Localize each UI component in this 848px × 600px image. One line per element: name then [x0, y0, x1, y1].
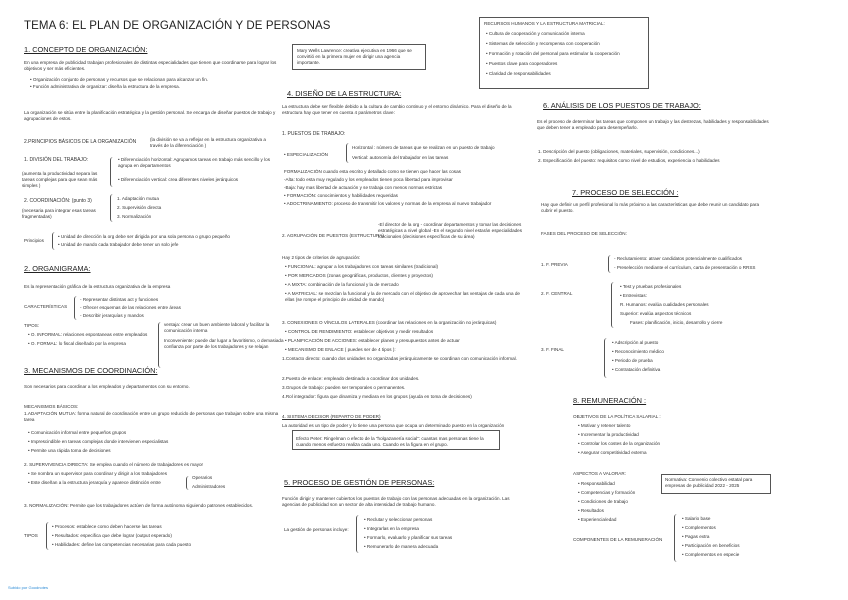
item-text: Resultados: especifica que debe lograr (output esperado)	[54, 533, 172, 538]
adaptacion-item: • Permite una rápida toma de decisiones	[28, 448, 111, 453]
aspecto-item: • Experiencia/edad	[578, 517, 617, 522]
section-1-note: La organización se sitúa entre la planificación estratégica y la gestión personal. Se encarga de diseñar puestos de trabajo y agrupaciones de estos.	[24, 110, 276, 122]
aspecto-item: • Condiciones de trabajo	[578, 499, 628, 504]
item-text: Claridad de responsabilidades	[488, 71, 551, 76]
item-text: Describir jerarquías y mandos	[82, 313, 144, 318]
componente-item: • Pagas extra	[682, 534, 710, 539]
item-text: O. FORMAL: lo fiscal diseñado por la empresa	[30, 341, 126, 346]
peter-text: Efecto Peter: Ringelman o efecto de la "holgazanería social": cuantas mas personas tiene la cuando menos esfuerzo realiza cada uno. Cuando es la figura en el grupo.	[296, 436, 484, 448]
coordination-label: 2. COORDINACIÓN: (punto 3)	[24, 198, 92, 204]
item-text: Se nombra un supervisor para coordinar y dirigir a los trabajadores	[30, 471, 167, 476]
diseno-intro: La estructura debe ser flexible debido a la cultura de cambio continuo y el entorno dinámico. Para el diseño de la estructura hay que tener en cuenta 4 parámetros clave:	[282, 104, 512, 116]
item-text: O. INFORMAL: relaciones espontaneas entre empleados	[30, 332, 148, 337]
adoctrinamiento-item: • ADOCTRINAMIENTO: proceso de transmitir los valores y normas de la empresa al nuevo trabajador	[284, 201, 492, 206]
formalizacion-item: -Alta: todo esta muy regulado y los empleados tienen poca libertad para improvisar	[284, 177, 453, 182]
item-text: Periodo de prueba	[614, 358, 653, 363]
item-text: Unidad de dirección la org debe ser dirigida por una sola persona o grupo pequeño	[60, 234, 230, 239]
item-text: FUNCIONAL: agrupar a los trabajadores con tareas similares (tradicional)	[287, 264, 439, 269]
item-text: Controlar los costes de la organización	[580, 441, 661, 446]
remuneracion-heading: 8. REMUNERACIÓN :	[573, 396, 647, 405]
item-text: Pagas extra	[684, 534, 710, 539]
especializacion-brace	[346, 143, 350, 163]
formalizacion-item: -Baja: hay mas libertad de actuación y se trabaja con menos normas estrictas	[284, 185, 443, 190]
fase-central-brace	[611, 282, 615, 328]
division-item: • Diferenciación vertical: crea diferentes niveles jerárquicos	[118, 177, 239, 182]
supervision-brace	[186, 476, 190, 490]
item-text: A MATRICIAL: se mezclan la funcional y la de mercado con el objetivo de aprovechar las ventajas de cada una de ellas (se rompe el principio de unidad de mando)	[285, 291, 520, 303]
conexiones-item: • CONTROL DE RENDIMIENTO: establecer objetivos y medir resultados	[285, 329, 434, 334]
item-text: Diferenciación horizontal: Agrupamos tareas en trabajo más sencillo y los agrupa en departamentos	[118, 157, 271, 169]
inconveniente-text: Inconveniente: puede dar lugar a favoritismo, o demasiada confianza por parte de los trabajadores y se relajan	[164, 338, 284, 350]
principles-title: 2.PRINCIPIOS BÁSICOS DE LA ORGANIZACIÓN	[24, 139, 137, 145]
analisis-heading: 6. ANÁLISIS DE LOS PUESTOS DE TRABAJO:	[543, 101, 701, 110]
fase-previa-brace	[608, 255, 612, 273]
rrhh-item: • Puestos clave para cooperadores	[486, 61, 558, 66]
fase-previa-item: - Reclutamiento: atraer candidatos potencialmente cualificados	[614, 256, 742, 261]
especializacion-label: • ESPECIALIZACIÓN	[284, 152, 328, 157]
componente-item: • Complementos	[682, 525, 716, 530]
aspecto-item: • Responsabilidad	[578, 481, 615, 486]
page-title: TEMA 6: EL PLAN DE ORGANIZACIÓN Y DE PERSONAS	[24, 20, 331, 32]
rrhh-item: • Claridad de responsabilidades	[486, 71, 551, 76]
gestion-item: • Formarlo, evaluarlo y planificar sus tareas	[364, 535, 453, 540]
item-text: Puestos clave para cooperadores	[488, 61, 558, 66]
rrhh-title: RECURSOS HUMANOS Y LA ESTRUCTURA MATRICIAL:	[484, 21, 605, 26]
normalizacion-title: 3. NORMALIZACIÓN: Permite que los trabajadores actúen de forma autónoma siguiendo patrones establecidos.	[24, 503, 254, 508]
bullet-text: Función administrativa de organizar: diseña la estructura de la empresa.	[32, 84, 180, 89]
item-text: Ofrecer esquemas de las relaciones entre áreas	[82, 305, 181, 310]
agrupacion-intro: Hay 2 tipos de criterios de agrupación:	[282, 255, 361, 260]
ventaja-text: ventaja: crear un buen ambiente laboral y facilitar la comunicación interna	[164, 322, 270, 334]
item-text: Resultados	[580, 508, 604, 513]
normalizacion-item: • Habilidades: define las competencias necesarias para cada puesto	[52, 542, 192, 547]
organigrama-heading: 2. ORGANIGRAMA:	[24, 264, 91, 273]
bullet-text: Organización conjunto de personas y recursos que se relacionan para alcanzar un fin.	[32, 77, 209, 82]
rrhh-item: • Cultura de cooperación y comunicación interna	[486, 31, 585, 36]
item-text: Complementos en especie	[684, 552, 740, 557]
item-text: Este diseñan a la estructura jerarquía y aparece distinción entre	[30, 480, 161, 485]
item-text: PLANIFICACIÓN DE ACCIONES: establecer planes y presupuestos antes de actuar	[287, 338, 460, 343]
gestion-item: • Remunerarlo de manera adecuada	[364, 544, 439, 549]
fase-central-label: 2. F. CENTRAL	[541, 291, 573, 296]
objetivo-item: • Incrementar la productividad	[578, 432, 639, 437]
item-text: CONTROL DE RENDIMIENTO: establecer objetivos y medir resultados	[287, 329, 434, 334]
componente-item: • Salario base	[682, 516, 711, 521]
caracteristica-item: - Ofrecer esquemas de las relaciones entre áreas	[80, 305, 181, 310]
agrupacion-item: • FUNCIONAL: agrupar a los trabajadores con tareas similares (tradicional)	[285, 264, 439, 269]
fase-previa-item: - Preselección mediante el currículum, carta de presentación o RRSS	[614, 265, 756, 270]
item-text: Comunicación informal entre pequeños grupos	[30, 430, 127, 435]
fase-final-brace	[604, 338, 608, 378]
gestion-brace	[356, 515, 361, 553]
item-text: Reclutar y seleccionar personas	[366, 517, 433, 522]
item-text: MECANISMO DE ENLACE ( puedes ser de 4 tipos ):	[287, 347, 396, 352]
adaptacion-item: • Imprescindible en tareas complejas donde intervienen especialistas	[28, 439, 169, 444]
componente-item: • Complementos en especie	[682, 552, 740, 557]
componentes-brace	[674, 514, 678, 562]
item-text: Adscripción al puesto	[614, 340, 659, 345]
aspecto-item: • Resultados	[578, 508, 604, 513]
gestion-item: • Reclutar y seleccionar personas	[364, 517, 433, 522]
item-text: Participación en beneficios	[684, 543, 740, 548]
division-label: 1. DIVISIÓN DEL TRABAJO:	[24, 157, 89, 163]
objetivo-item: • Asegurar competitividad externa	[578, 450, 647, 455]
fase-central-item: • Test y pruebas profesionales	[620, 284, 682, 289]
analisis-item: 2. Especificación del puesto: requisitos como nivel de estudios, experiencia o habilidades	[538, 158, 720, 163]
agrupacion-item: • POR MERCADOS (zonas geográficas, productos, clientes y proyectos)	[285, 273, 433, 278]
item-text: Condiciones de trabajo	[580, 499, 628, 504]
objetivos-title: OBJETIVOS DE LA POLÍTICA SALARIAL :	[573, 414, 661, 419]
componentes-title: COMPONENTES DE LA REMUNERACIÓN	[573, 537, 663, 542]
quote-text: Mary Wells Lawrence: creativa ejecutiva en 1966 que se convirtió en la primera mujer en dirigir una agencia importante.	[297, 48, 412, 66]
coordination-item: 3. Normalización	[117, 214, 152, 219]
item-text: Cultura de cooperación y comunicación interna	[488, 31, 585, 36]
section-1-heading: 1. CONCEPTO DE ORGANIZACIÓN:	[24, 45, 148, 54]
mecanismos-heading: 3. MECANISMOS DE COORDINACIÓN:	[24, 366, 158, 375]
principles-side-note: (la división se va a reflejar en la estructura organizativa a través de la diferenciación )	[150, 137, 266, 149]
section-1-bullet: • Función administrativa de organizar: diseña la estructura de la empresa.	[30, 84, 180, 89]
enlace-item: 3.Grupos de trabajo: pueden ser temporales o permanentes.	[282, 385, 406, 390]
normalizacion-item: • Procesos: establece como deben hacerse las tareas	[52, 524, 162, 529]
fase-central-item: Fases: planificación, inicio, desarrollo y cierre	[630, 320, 723, 325]
item-text: Unidad de mando cada trabajador debe tener un solo jefe	[60, 242, 179, 247]
item-text: Responsabilidad	[580, 481, 615, 486]
objetivo-item: • Controlar los costes de la organización	[578, 441, 661, 446]
tipos-label: TIPOS:	[24, 323, 40, 328]
componente-item: • Participación en beneficios	[682, 543, 740, 548]
fase-final-item: • Contratación definitiva	[612, 367, 661, 372]
normalizacion-item: • Resultados: especifica que debe lograr (output esperado)	[52, 533, 172, 538]
item-text: Asegurar competitividad externa	[580, 450, 647, 455]
analisis-item: 1. Descripción del puesto (obligaciones, materiales, supervisión, condiciones...)	[538, 149, 700, 154]
item-text: Motivar y retener talento	[580, 423, 631, 428]
enlace-item: 4.Rol integrador: figura que dinamiza y mediara en los grupos (ayuda en toma de decisiones)	[282, 394, 472, 399]
coordination-item: 2. Supervisión directa	[117, 205, 162, 210]
section-1-intro: En una empresa de publicidad trabajan profesionales de distintas especialidades que tienen que coordinarse para lograr los objetivos y ser más eficientes.	[24, 60, 277, 72]
item-text: Test y pruebas profesionales	[622, 284, 682, 289]
item-text: Competencias y formación	[580, 490, 636, 495]
division-brace	[110, 157, 115, 187]
formacion-item: • FORMACIÓN: conocimientos y habilidades requeridas	[284, 193, 398, 198]
mecanismos-list-title: MECANISMOS BÁSICOS:	[24, 404, 79, 409]
fases-title: FASES DEL PROCESO DE SELECCIÓN:	[541, 231, 627, 236]
mecanismos-intro: Son necesarios para coordinar a los empleados y departamentos con su entorno.	[24, 384, 190, 389]
normalizacion-label: TIPOS	[24, 533, 38, 538]
supervision-title: 2. SUPERVIVENCIA DIRECTA: Se emplea cuando el número de trabajadores es mayor	[24, 462, 204, 467]
gestion-intro: Función dirigir y mantener cubiertos los puestos de trabajo con las personas adecuadas en la organización. Las agencias de publicidad son un sector de alta intensidad de trabajo humano.	[282, 496, 510, 508]
item-text: Procesos: establece como deben hacerse las tareas	[54, 524, 162, 529]
tipo-item: • O. INFORMAL: relaciones espontaneas entre empleados	[28, 332, 148, 337]
goodnotes-watermark: Subido por Goodnotes	[8, 585, 49, 590]
adaptacion-title: 1.ADAPTACIÓN MUTUA: forma natural de coordinación entre un grupo reducido de personas que trabajan sobre una misma tarea	[24, 411, 279, 423]
item-text: Contratación definitiva	[614, 367, 661, 372]
formalizacion-item: FORMALIZACIÓN cuando esta escrito y detallado como se tienen que hacer las cosas	[284, 169, 461, 174]
conexiones-item: • MECANISMO DE ENLACE ( puedes ser de 4 tipos ):	[285, 347, 396, 352]
item-text: Integrarlas en la empresa	[366, 526, 419, 531]
conexiones-item: • PLANIFICACIÓN DE ACCIONES: establecer planes y presupuestos antes de actuar	[285, 338, 460, 343]
item-text: Reconocimiento médico	[614, 349, 664, 354]
caracteristica-item: - Representar distintas act y funciones	[80, 297, 159, 302]
item-text: Imprescindible en tareas complejas donde intervienen especialistas	[30, 439, 169, 444]
division-item: • Diferenciación horizontal: Agrupamos tareas en trabajo más sencillo y los agrupa en departamentos	[118, 157, 271, 169]
fase-central-item: Superior: evalúa aspectos técnicos	[620, 311, 692, 316]
item-text: Permite una rápida toma de decisiones	[30, 448, 111, 453]
division-desc: (aumenta la productividad separa las tareas complejas para que sean más simples )	[22, 171, 98, 189]
rrhh-item: • Formación y rotación del personal para estimular la cooperación	[486, 51, 620, 56]
aspectos-title: ASPECTOS A VALORAR:	[573, 471, 626, 476]
principios-item: • Unidad de dirección la org debe ser dirigida por una sola persona o grupo pequeño	[58, 234, 230, 239]
item-text: Representar distintas act y funciones	[82, 297, 159, 302]
tipos-brace	[158, 322, 162, 368]
agrupacion-item: • A MATRICIAL: se mezclan la funcional y la de mercado con el objetivo de aprovechar las ventajas de cada una de ellas (se rompe el principio de unidad de mando)	[285, 291, 520, 303]
agrupacion-item: • A MIXTA: combinación de la funcional y la de mercado	[285, 282, 399, 287]
conexiones-label: 3. CONEXIONES O VÍNCULOS LATERALES (coordinar las relaciones en la organización no jerárquicas)	[282, 320, 497, 325]
principios-item: • Unidad de mando cada trabajador debe tener un solo jefe	[58, 242, 179, 247]
seleccion-intro: Hay que definir un perfil profesional lo más próximo a las características que debe reunir un candidato para cubrir el puesto.	[541, 202, 760, 214]
aspecto-item: • Competencias y formación	[578, 490, 636, 495]
item-text: Habilidades: define las competencias necesarias para cada puesto	[54, 542, 192, 547]
principios-brace	[52, 232, 57, 250]
section-1-bullet: • Organización conjunto de personas y recursos que se relacionan para alcanzar un fin.	[30, 77, 209, 82]
objetivo-item: • Motivar y retener talento	[578, 423, 631, 428]
supervision-side: Administradores	[192, 484, 226, 489]
gestion-heading: 5. PROCESO DE GESTIÓN DE PERSONAS:	[284, 478, 435, 487]
item-text: Salario base	[684, 516, 711, 521]
supervision-side: Operarios	[192, 475, 213, 480]
agrupacion-label: 2. AGRUPACIÓN DE PUESTOS (ESTRUCTURA)	[282, 233, 384, 238]
fase-previa-label: 1. F. PREVIA	[541, 262, 568, 267]
especializacion-vertical: Vertical: autonomía del trabajador en las tareas	[352, 155, 449, 160]
fase-final-item: • Reconocimiento médico	[612, 349, 664, 354]
item-text: Remunerarlo de manera adecuada	[366, 544, 439, 549]
item-text: Diferenciación vertical: crea diferentes niveles jerárquicos	[120, 177, 239, 182]
principios-label: Principios	[24, 238, 44, 243]
item-text: POR MERCADOS (zonas geográficas, productos, clientes y proyectos)	[287, 273, 433, 278]
analisis-intro: Es el proceso de determinar las tareas que componen un trabajo y las destrezas, habilidades y responsabilidades que deben tener a empleado para desempeñarlo.	[537, 119, 769, 131]
enlace-item: 2.Puesto de enlace: empleado destinado a coordinar dos unidades.	[282, 376, 420, 381]
item-text: A MIXTA: combinación de la funcional y la de mercado	[287, 282, 399, 287]
caracteristica-item: - Describir jerarquías y mandos	[80, 313, 144, 318]
sistema-decisor-label: 4. SISTEMA DECISOR (REPARTO DE PODER)	[282, 414, 381, 419]
seleccion-heading: 7. PROCESO DE SELECCIÓN :	[572, 188, 679, 197]
especializacion-horizontal: Horizontal : número de tareas que se realizan en un puesto de trabajo	[352, 145, 495, 150]
coordination-desc: (necesaria para integrar esas tareas fragmentadas)	[22, 208, 96, 220]
caracteristicas-label: CARACTERÍSTICAS	[24, 304, 68, 309]
coordination-item: 1. Adaptación mutua	[117, 196, 159, 201]
supervision-item: • Se nombra un supervisor para coordinar y dirigir a los trabajadores	[28, 471, 167, 476]
rrhh-item: • Sistemas de selección y recompensa con cooperación	[486, 41, 600, 46]
coordination-brace	[110, 194, 115, 222]
normativa-text: Normativa: Convenio colectivo estatal para empresas de publicidad 2022 - 2025	[665, 477, 753, 489]
label-text: ESPECIALIZACIÓN	[286, 152, 328, 157]
sistema-decisor-desc: La autoridad es un tipo de poder y lo tiene una persona que ocupa un determinado puesto en la organización	[282, 423, 505, 428]
item-text: Reclutamiento: atraer candidatos potencialmente cualificados	[616, 256, 742, 261]
supervision-item: • Este diseñan a la estructura jerarquía y aparece distinción entre	[28, 480, 161, 485]
item-text: Entrevistas:	[622, 293, 647, 298]
item-text: Incrementar la productividad	[580, 432, 639, 437]
tipo-item: • O. FORMAL: lo fiscal diseñado por la empresa	[28, 341, 126, 346]
gestion-item: • Integrarlas en la empresa	[364, 526, 419, 531]
adaptacion-item: • Comunicación informal entre pequeños grupos	[28, 430, 127, 435]
normalizacion-brace	[46, 522, 51, 550]
item-text: Formación y rotación del personal para estimular la cooperación	[488, 51, 620, 56]
fase-final-item: • Adscripción al puesto	[612, 340, 659, 345]
fase-central-item: R. Humanos: evalúa cualidades personales	[620, 302, 709, 307]
agrupacion-side-note: -El director de la org - coordinar departamentos y tomar las decisiones estratégicas a nivel global -En el segundo nivel estarán especialidades funcionales (decisiones específicas de su área)	[378, 222, 523, 240]
gestion-label: La gestión de personas incluye:	[284, 527, 349, 532]
enlace-item: 1.Contacto directo: cuando dos unidades no organizadas jerárquicamente se coordinan con comunicación informal.	[282, 356, 517, 361]
fase-final-item: • Periodo de prueba	[612, 358, 653, 363]
organigrama-intro: Es la representación gráfica de la estructura organizativa de la empresa	[24, 284, 171, 289]
puestos-label: 1. PUESTOS DE TRABAJO:	[282, 131, 346, 137]
fase-central-item: • Entrevistas:	[620, 293, 647, 298]
item-text: Preselección mediante el currículum, carta de presentación o RRSS	[616, 265, 756, 270]
item-text: Complementos	[684, 525, 716, 530]
item-text: Experiencia/edad	[580, 517, 617, 522]
fase-final-label: 3. F. FINAL	[541, 347, 564, 352]
caracteristicas-brace	[74, 296, 79, 320]
item-text: FORMACIÓN: conocimientos y habilidades requeridas	[286, 193, 398, 198]
item-text: Sistemas de selección y recompensa con cooperación	[488, 41, 600, 46]
item-text: Formarlo, evaluarlo y planificar sus tareas	[366, 535, 453, 540]
diseno-heading: 4. DISEÑO DE LA ESTRUCTURA:	[287, 89, 402, 98]
item-text: ADOCTRINAMIENTO: proceso de transmitir los valores y normas de la empresa al nuevo trabajador	[286, 201, 492, 206]
